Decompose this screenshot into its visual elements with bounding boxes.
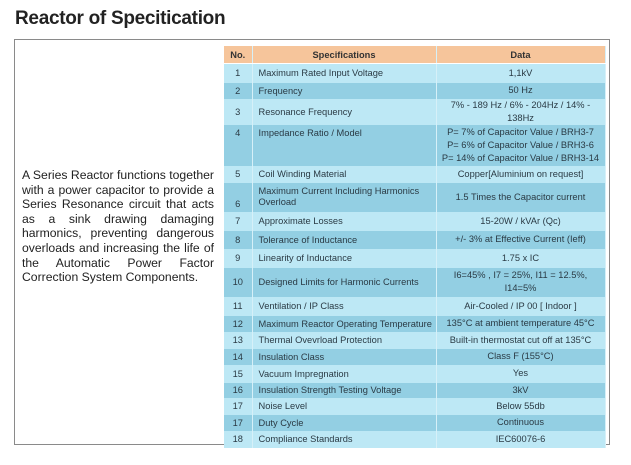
row-data xyxy=(436,383,605,398)
row-data-line: Built-in thermostat cut off at 135°C xyxy=(449,334,592,345)
row-data xyxy=(436,83,605,99)
row-number: 17 xyxy=(224,398,252,415)
row-data-line: 1,1kV xyxy=(508,67,533,78)
header-data: Data xyxy=(436,46,605,64)
table-row xyxy=(224,231,605,249)
row-specification: Maximum Rated Input Voltage xyxy=(252,64,436,83)
table-row xyxy=(224,316,605,332)
row-number: 2 xyxy=(224,83,252,99)
table-row xyxy=(224,64,605,83)
row-specification: Maximum Reactor Operating Temperature xyxy=(252,316,436,332)
table-row xyxy=(224,166,605,183)
table-row xyxy=(224,349,605,365)
row-data xyxy=(436,99,605,125)
table-row xyxy=(224,183,605,212)
table-row xyxy=(224,249,605,268)
row-number: 18 xyxy=(224,431,252,448)
row-data-line: 15-20W / kVAr (Qc) xyxy=(480,215,561,226)
row-specification: Vacuum Impregnation xyxy=(252,365,436,383)
row-data-line: 135°C at ambient temperature 45°C xyxy=(446,318,595,328)
row-number: 17 xyxy=(224,415,252,431)
table-row xyxy=(224,365,605,383)
row-number: 15 xyxy=(224,365,252,383)
table-row xyxy=(224,415,605,431)
table-row xyxy=(224,431,605,448)
row-data-line: Continuous xyxy=(496,417,545,427)
header-no: No. xyxy=(224,46,252,64)
row-specification: Designed Limits for Harmonic Currents xyxy=(252,268,436,297)
row-number: 12 xyxy=(224,316,252,332)
row-specification: Maximum Current Including Harmonics Overload xyxy=(252,183,436,212)
row-specification: Thermal Ovevrload Protection xyxy=(252,332,436,349)
specifications-table xyxy=(224,46,606,448)
row-data xyxy=(436,125,605,166)
row-data-line: 1.5 Times the Capacitor current xyxy=(455,191,586,202)
row-specification: Frequency xyxy=(252,83,436,99)
page-title: Reactor of Specitication xyxy=(15,8,226,29)
row-specification: Impedance Ratio / Model xyxy=(252,125,436,166)
table-header-row xyxy=(224,46,605,64)
table-row xyxy=(224,383,605,398)
row-specification: Resonance Frequency xyxy=(252,99,436,125)
row-number: 13 xyxy=(224,332,252,349)
row-number: 14 xyxy=(224,349,252,365)
row-data xyxy=(436,398,605,415)
row-specification: Ventilation / IP Class xyxy=(252,297,436,316)
row-data-line: IEC60076-6 xyxy=(495,433,546,444)
row-data xyxy=(436,249,605,268)
table-row xyxy=(224,268,605,297)
row-specification: Tolerance of Inductance xyxy=(252,231,436,249)
row-data-line: 3kV xyxy=(512,384,529,395)
row-data xyxy=(436,268,605,297)
row-data xyxy=(436,332,605,349)
row-data xyxy=(436,212,605,231)
row-number: 16 xyxy=(224,383,252,398)
row-specification: Noise Level xyxy=(252,398,436,415)
row-data-line: 1.75 x IC xyxy=(501,252,540,263)
row-data-line: Below 55db xyxy=(496,400,545,411)
table-row xyxy=(224,212,605,231)
table-row xyxy=(224,398,605,415)
row-specification: Compliance Standards xyxy=(252,431,436,448)
description-text: A Series Reactor functions together with a power capacitor to provide a Series Resonance circuit that acts as a sink drawing damaging harmonics, preventing dangerous overloads and increasing the life of the Automatic Power Factor Correction System Components. xyxy=(22,168,214,285)
row-data-line: 7% - 189 Hz / 6% - 204Hz / 14% - 138Hz xyxy=(450,99,591,123)
row-data xyxy=(436,166,605,183)
row-number: 8 xyxy=(224,231,252,249)
row-data-line: +/- 3% at Effective Current (Ieff) xyxy=(455,234,586,244)
row-data xyxy=(436,183,605,212)
row-data xyxy=(436,297,605,316)
table-row xyxy=(224,125,605,166)
row-data-line: Yes xyxy=(512,368,529,378)
row-data-line: P= 14% of Capacitor Value / BRH3-14 xyxy=(441,152,600,163)
row-specification: Coil Winding Material xyxy=(252,166,436,183)
row-data xyxy=(436,365,605,383)
row-data-line: P= 6% of Capacitor Value / BRH3-6 xyxy=(447,139,594,150)
row-data xyxy=(436,349,605,365)
row-specification: Insulation Class xyxy=(252,349,436,365)
row-data-line: 50 Hz xyxy=(508,85,533,95)
row-specification: Insulation Strength Testing Voltage xyxy=(252,383,436,398)
row-data-line: I6=45% , I7 = 25%, I11 = 12.5%, I14=5% xyxy=(453,270,588,293)
row-specification: Approximate Losses xyxy=(252,212,436,231)
row-data xyxy=(436,316,605,332)
row-data-line: Air-Cooled / IP 00 [ Indoor ] xyxy=(464,300,577,311)
row-data xyxy=(436,415,605,431)
row-number: 3 xyxy=(224,99,252,125)
row-number: 9 xyxy=(224,249,252,268)
table-row xyxy=(224,332,605,349)
header-specifications: Specifications xyxy=(252,46,436,64)
row-specification: Duty Cycle xyxy=(252,415,436,431)
row-number: 1 xyxy=(224,64,252,83)
row-number: 6 xyxy=(224,183,252,212)
row-data xyxy=(436,64,605,83)
row-data xyxy=(436,431,605,448)
row-number: 10 xyxy=(224,268,252,297)
row-number: 11 xyxy=(224,297,252,316)
row-number: 7 xyxy=(224,212,252,231)
row-specification: Linearity of Inductance xyxy=(252,249,436,268)
table-row xyxy=(224,99,605,125)
table-row xyxy=(224,83,605,99)
row-number: 4 xyxy=(224,125,252,166)
row-number: 5 xyxy=(224,166,252,183)
row-data-line: Class F (155°C) xyxy=(487,351,554,361)
row-data-line: P= 7% of Capacitor Value / BRH3-7 xyxy=(447,126,594,137)
row-data xyxy=(436,231,605,249)
row-data-line: Copper[Aluminium on request] xyxy=(457,168,584,179)
table-row xyxy=(224,297,605,316)
